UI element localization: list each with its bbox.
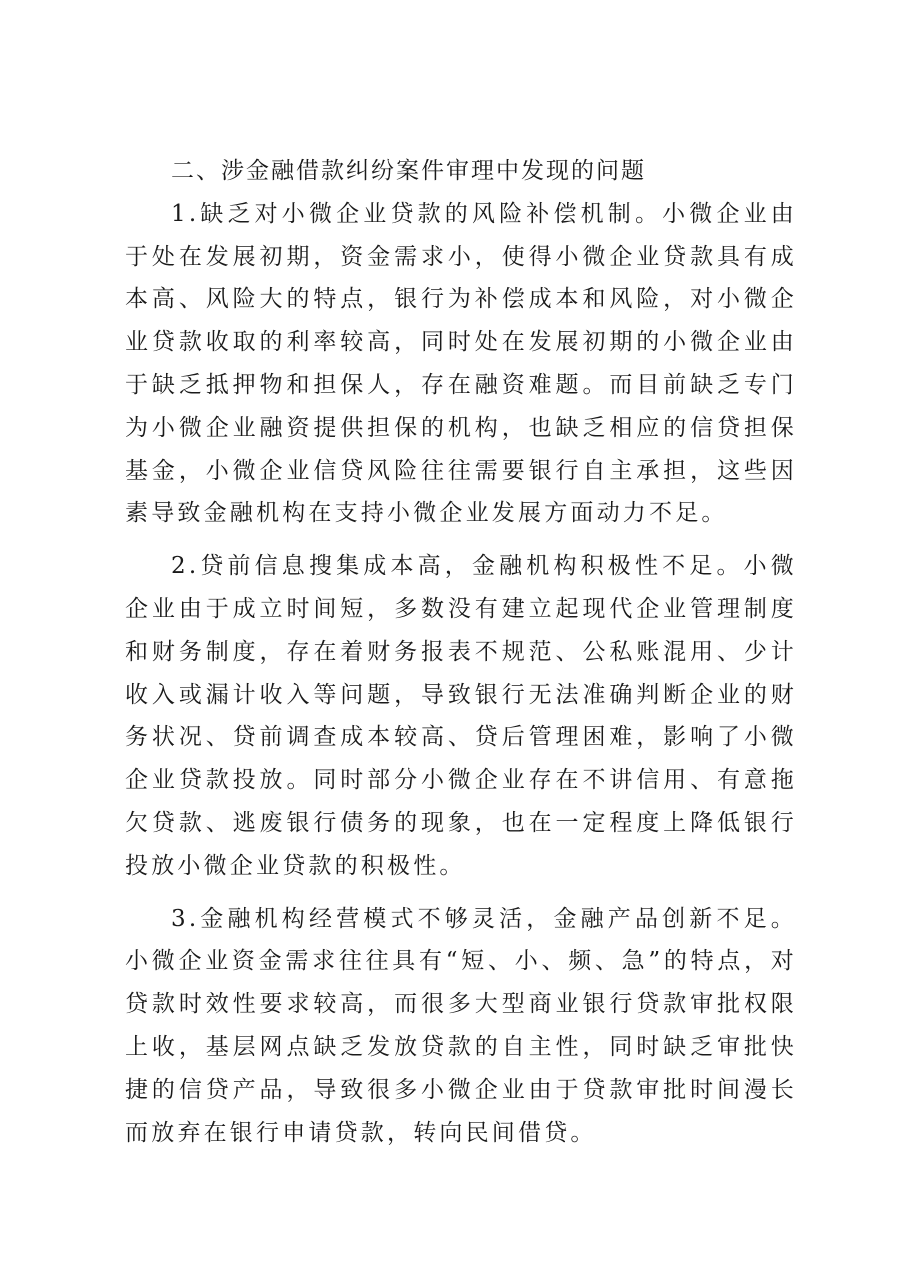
paragraph-1: 1.缺乏对小微企业贷款的风险补偿机制。小微企业由于处在发展初期，资金需求小，使得小微企业贷款具有成本高、风险大的特点，银行为补偿成本和风险，对小微企业贷款收取的利率较高，同时处在发展初期的小微企业由于缺乏抵押物和担保人，存在融资难题。而目前缺乏专门为小微企业融资提供担保的机构，也缺乏相应的信贷担保基金，小微企业信贷风险往往需要银行自主承担，这些因素导致金融机构在支持小微企业发展方面动力不足。 [125, 200, 797, 527]
paragraph-3: 3.金融机构经营模式不够灵活，金融产品创新不足。小微企业资金需求往往具有“短、小、频、急”的特点，对贷款时效性要求较高，而很多大型商业银行贷款审批权限上收，基层网点缺乏发放贷款的自主性，同时缺乏审批快捷的信贷产品，导致很多小微企业由于贷款审批时间漫长而放弃在银行申请贷款，转向民间借贷。 [125, 905, 797, 1146]
document-body [125, 150, 797, 1154]
paragraph-2: 2.贷前信息搜集成本高，金融机构积极性不足。小微企业由于成立时间短，多数没有建立起现代企业管理制度和财务制度，存在着财务报表不规范、公私账混用、少计收入或漏计收入等问题，导致银行无法准确判断企业的财务状况、贷前调查成本较高、贷后管理困难，影响了小微企业贷款投放。同时部分小微企业存在不讲信用、有意拖欠贷款、逃废银行债务的现象，也在一定程度上降低银行投放小微企业贷款的积极性。 [125, 553, 797, 879]
section-heading: 二、涉金融借款纠纷案件审理中发现的问题 [171, 158, 646, 184]
